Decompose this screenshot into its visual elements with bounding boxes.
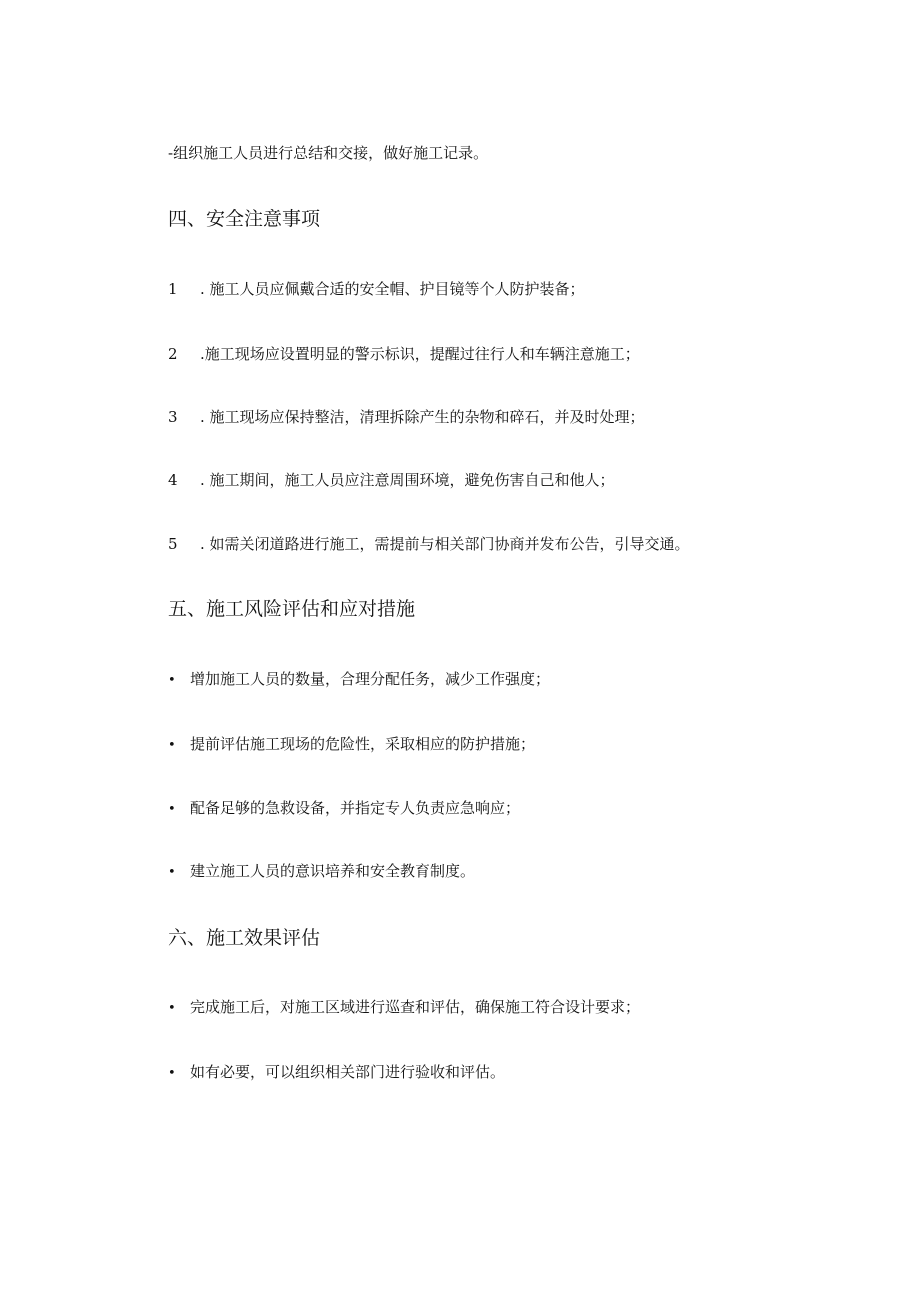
section-4-item-5 [168,533,690,555]
item-number: 2 [168,345,178,363]
item-text: 完成施工后，对施工区域进行巡查和评估，确保施工符合设计要求； [190,998,641,1016]
item-text: 建立施工人员的意识培养和安全教育制度。 [190,862,476,880]
section-5-item-4 [168,860,475,884]
item-text: 增加施工人员的数量，合理分配任务，减少工作强度； [190,670,551,688]
section-5-item-1 [168,668,550,692]
item-number: 4 [168,471,178,489]
item-text: . 如需关闭道路进行施工，需提前与相关部门协商并发布公告，引导交通。 [200,535,690,553]
item-text: . 施工人员应佩戴合适的安全帽、护目镜等个人防护装备； [200,280,585,298]
section-6-item-2 [168,1061,505,1085]
section-5-heading: 五、施工风险评估和应对措施 [168,598,416,620]
section-5-item-3 [168,797,520,821]
section-6-heading: 六、施工效果评估 [168,927,321,949]
item-text: . 施工现场应保持整洁，清理拆除产生的杂物和碎石，并及时处理； [200,408,645,426]
bullet-icon: • [168,865,176,880]
bullet-icon: • [168,673,176,688]
bullet-icon: • [168,802,176,817]
section-6-item-1 [168,996,640,1020]
section-4-item-1 [168,278,585,300]
bullet-icon: • [168,1066,176,1081]
section-4-item-3 [168,406,645,428]
item-text: 配备足够的急救设备，并指定专人负责应急响应； [190,799,521,817]
item-number: 3 [168,408,178,426]
item-text: .施工现场应设置明显的警示标识，提醒过往行人和车辆注意施工； [200,345,640,363]
item-number: 1 [168,280,178,298]
section-5-item-2 [168,733,535,757]
item-number: 5 [168,535,178,553]
section-4-item-2 [168,343,640,365]
section-4-heading: 四、安全注意事项 [168,208,321,230]
bullet-icon: • [168,738,176,753]
item-text: 如有必要，可以组织相关部门进行验收和评估。 [190,1063,506,1081]
intro-line: -组织施工人员进行总结和交接，做好施工记录。 [168,144,489,162]
item-text: . 施工期间，施工人员应注意周围环境，避免伤害自己和他人； [200,471,615,489]
item-text: 提前评估施工现场的危险性，采取相应的防护措施； [190,735,536,753]
bullet-icon: • [168,1001,176,1016]
section-4-item-4 [168,469,615,491]
